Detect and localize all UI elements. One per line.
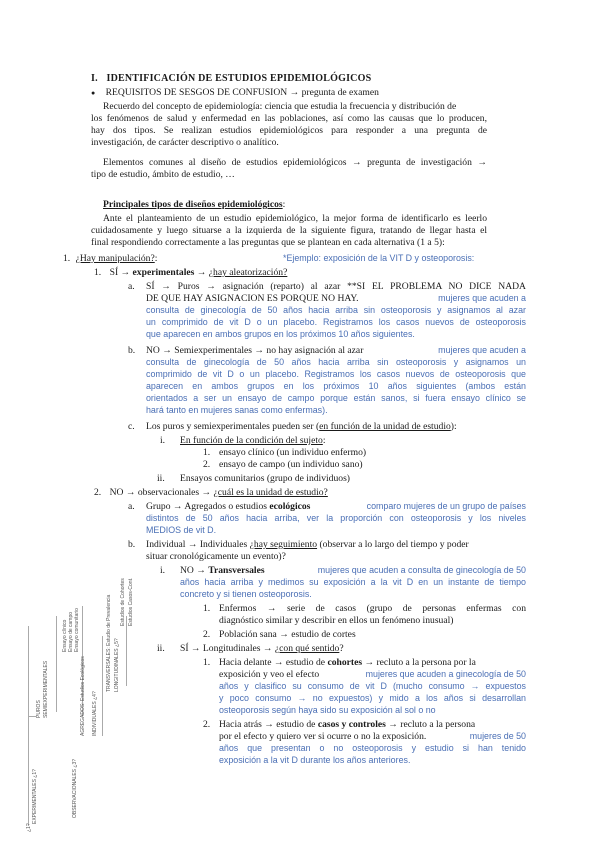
longitudinales-line xyxy=(180,643,344,654)
grupo-bold: ecológicos xyxy=(269,501,311,512)
delante-blue-line: y poco consumo → no expuestos) y mido a los años si desarrollan xyxy=(219,693,526,703)
puros-semi-end: ): xyxy=(450,421,457,432)
tree-label: Ensayo comunitario xyxy=(74,608,80,652)
si1-pre: SÍ → xyxy=(109,267,131,278)
tree-label: SEMIEXPERIMENTALES xyxy=(43,660,49,718)
tree-line xyxy=(126,616,127,686)
puros-semi-line xyxy=(146,421,457,432)
elements-line: tipo de estudio, ámbito de estudio, … xyxy=(91,169,235,180)
campo-text: ensayo de campo (un individuo sano) xyxy=(219,459,363,470)
transversales-bold: Transversales xyxy=(208,565,265,576)
heading-title: IDENTIFICACIÓN DE ESTUDIOS EPIDEMIOLÓGICOS xyxy=(106,73,372,84)
tree-label: Ensayo clínico xyxy=(62,619,68,652)
list-label: 2. xyxy=(203,459,211,470)
list-label: a. xyxy=(128,281,135,292)
semi-text: NO → Semiexperimentales → no hay asignación al azar xyxy=(146,345,364,356)
list-label: ii. xyxy=(157,473,165,484)
list-label: i. xyxy=(160,435,166,446)
transversales-blue: mujeres que acuden a consulta de ginecología de 50 xyxy=(317,565,526,575)
semi-blue-line: comprimido de vit D o un placebo. Registramos los casos nuevos de osteoporosis que xyxy=(146,369,526,379)
classification-tree xyxy=(22,577,134,832)
tree-label: Estudios de Cohortes xyxy=(120,578,126,626)
delante-line xyxy=(219,669,526,680)
list-label: 2. xyxy=(203,719,211,730)
atras-line xyxy=(219,719,526,730)
si1-number: 1. xyxy=(94,267,102,278)
clinico-text: ensayo clínico (un individuo enfermo) xyxy=(219,447,367,458)
tree-label: LONGITUDINALES ¿5? xyxy=(114,638,120,692)
si1-bold: experimentales xyxy=(132,267,195,278)
atras-blue-line: años que presentan o no osteoporosis y estudio si han tenido xyxy=(219,743,526,753)
delante-text: exposición y veo el efecto xyxy=(219,669,320,680)
no2-text: NO → observacionales → xyxy=(109,487,212,498)
tree-label: ¿1? xyxy=(26,823,32,832)
heading-number: I. xyxy=(91,73,98,84)
experimentales-line xyxy=(94,267,287,278)
tree-line xyxy=(56,616,57,712)
enfermos-line: diagnóstico similar y describir en ellos un fenómeno inusual) xyxy=(219,615,454,626)
atras-bold: casos y controles xyxy=(317,719,386,730)
puros-semi-underlined: en función de la unidad de estudio xyxy=(319,421,451,432)
semi-blue: mujeres que acuden a xyxy=(438,345,526,355)
list-label: 1. xyxy=(203,657,211,668)
principales-title xyxy=(103,199,285,210)
tree-label: OBSERVACIONALES ¿3? xyxy=(72,758,78,818)
principales-line: final respondiendo correctamente a las preguntas que se plantean en cada alternativa (1 a 5): xyxy=(91,237,445,248)
delante-post: → recluto a la persona por la xyxy=(364,657,476,668)
q1-colon: : xyxy=(154,253,158,264)
list-label: b. xyxy=(128,345,136,356)
semi-blue-line: hará tanto en mujeres sanas como enfermas). xyxy=(146,405,328,415)
funcion-line xyxy=(180,435,325,446)
puros-blue-line: que aparecen en ambos grupos en los próximos 10 años siguientes. xyxy=(146,329,415,339)
individual-question: ¿hay seguimiento xyxy=(249,539,318,550)
grupo-line xyxy=(146,501,526,512)
si1-arrow: → xyxy=(196,267,207,278)
funcion-end: : xyxy=(322,435,326,446)
intro-line: Recuerdo del concepto de epidemiología: ciencia que estudia la frecuencia y distribución de xyxy=(103,101,457,112)
transversales-line xyxy=(180,565,526,576)
list-label: 2. xyxy=(203,629,211,640)
semi-blue-line: orientados a ser un ensayo de campo porque están sanos, si fuera ensayo clínico se xyxy=(146,393,526,403)
bullet-line xyxy=(91,87,379,99)
q1-text: ¿Hay manipulación? xyxy=(75,253,155,264)
tree-label: TRANSVERSALES: Estudio de Prevalencia xyxy=(106,594,112,692)
bullet-dot: ● xyxy=(91,89,96,97)
atras-blue: mujeres de 50 xyxy=(469,731,526,741)
puros-blue-line: consulta de ginecología de 50 años hacia arriba sin osteoporosis y asignamos al azar xyxy=(146,305,526,315)
tree-label: PUROS xyxy=(36,700,42,718)
list-label: c. xyxy=(128,421,135,432)
semi-blue-line: consulta de ginecología de 50 años hacia arriba sin osteoporosis y asignamos un xyxy=(146,357,526,367)
delante-line xyxy=(219,657,526,668)
no2-question: ¿cuál es la unidad de estudio? xyxy=(213,487,328,498)
delante-blue-line: años y clasifico su consumo de vit D (mucho consumo → expuestos xyxy=(219,681,526,691)
individual-line2: situar cronológicamente un evento)? xyxy=(146,551,286,562)
list-label: ii. xyxy=(157,643,165,654)
puros-blue-line: un comprimido de vit D o un placebo. Registramos los casos nuevos de osteoporosis xyxy=(146,317,526,327)
q1-number: 1. xyxy=(63,253,71,264)
funcion-text: En función de la condición del sujeto xyxy=(180,435,323,446)
section-heading xyxy=(91,73,371,84)
tree-label: AGREGADOS: Estudios Ecológicos xyxy=(80,656,86,736)
delante-blue: mujeres que acuden a ginecología de 50 xyxy=(365,669,526,679)
longitudinales-question: ¿con qué sentido xyxy=(274,643,340,654)
principales-colon: : xyxy=(282,199,286,210)
transversales-blue-line: años hacia arriba y medimos su exposición a la vit D en un instante de tiempo xyxy=(180,577,526,587)
example-note: *Ejemplo: exposición de la VIT D y osteoporosis: xyxy=(283,253,475,263)
si1-question: ¿hay aleatorización? xyxy=(208,267,288,278)
question-manipulacion xyxy=(63,253,157,264)
tree-line xyxy=(28,626,29,826)
tree-label: EXPERIMENTALES ¿1? xyxy=(32,769,38,824)
transversales-blue-line: concreto y si tienen osteoporosis. xyxy=(180,589,312,599)
list-label: a. xyxy=(128,501,135,512)
semi-blue-line: aparecen en ambos grupos en los próximos 10 años siguientes (ambos están xyxy=(146,381,526,391)
puros-semi-open: ( xyxy=(313,421,320,432)
sana-text: Población sana → estudio de cortes xyxy=(219,629,356,640)
tree-label: Ensayo de campo xyxy=(68,611,74,652)
principales-title-text: Principales tipos de diseños epidemiológicos xyxy=(103,199,283,210)
principales-line: cuidadosamente y luego situarse a la izquierda de la siguiente figura, tratando de llegar hasta el xyxy=(91,225,487,236)
tree-label: INDIVIDUALES ¿4? xyxy=(92,691,98,736)
list-label: b. xyxy=(128,539,136,550)
intro-line: los fenómenos de salud y enfermedad en las poblaciones, así como las causas que lo producen, xyxy=(91,113,487,124)
no2-number: 2. xyxy=(94,487,102,498)
individual-text: Individual → Individuales xyxy=(146,539,248,550)
puros-blue: mujeres que acuden a xyxy=(438,293,526,303)
tree-label: Estudios Casos-Cont. xyxy=(128,577,134,626)
individual-line xyxy=(146,539,526,550)
atras-line xyxy=(219,731,526,742)
observacionales-line xyxy=(94,487,328,498)
tree-line xyxy=(28,716,36,717)
atras-text: por el efecto y quiero ver si ocurre o no la exposición. xyxy=(219,731,427,742)
puros-line: SÍ → Puros → asignación (reparto) al azar **SI EL PROBLEMA NO DICE NADA xyxy=(146,281,526,292)
semi-line xyxy=(146,345,526,356)
atras-post: → recluto a la persona xyxy=(388,719,476,730)
grupo-blue-line: MEDIOS de vit D. xyxy=(146,525,217,535)
principales-line: Ante el planteamiento de un estudio epidemiológico, la mejor forma de identificarlo es leerlo xyxy=(103,213,487,224)
intro-line: investigación, de carácter descriptivo o analítico. xyxy=(91,137,279,148)
puros-line xyxy=(146,293,526,304)
list-label: i. xyxy=(160,565,166,576)
grupo-blue-line: distintos de 50 años hacia arriba, ver la proporción con osteoporosis y los niveles xyxy=(146,513,526,523)
longitudinales-pre: SÍ → Longitudinales → xyxy=(180,643,273,654)
puros-text: DE QUE HAY ASIGNACION ES PORQUE NO HAY. xyxy=(146,293,359,304)
grupo-text: Grupo → Agregados o estudios xyxy=(146,501,267,512)
enfermos-line: Enfermos → serie de casos (grupo de personas enfermas con xyxy=(219,603,526,614)
list-label: 1. xyxy=(203,603,211,614)
delante-pre: Hacia delante → estudio de xyxy=(219,657,326,668)
delante-blue-line: osteoporosis según haya sido su exposición al sol o no xyxy=(219,705,436,715)
puros-semi-text: Los puros y semiexperimentales pueden ser xyxy=(146,421,314,432)
bullet-text: REQUISITOS DE SESGOS DE CONFUSION → pregunta de examen xyxy=(105,87,379,98)
transversales-pre: NO → xyxy=(180,565,206,576)
grupo-blue: comparo mujeres de un grupo de países xyxy=(366,501,526,511)
comunitarios-text: Ensayos comunitarios (grupo de individuos) xyxy=(180,473,350,484)
longitudinales-end: ? xyxy=(339,643,344,654)
atras-blue-line: exposición a la vit D durante los años anteriores. xyxy=(219,755,411,765)
tree-line xyxy=(102,636,103,736)
elements-line: Elementos comunes al diseño de estudios epidemiológicos → pregunta de investigación → xyxy=(103,157,487,168)
individual-rest: (observar a lo largo del tiempo y poder xyxy=(319,539,469,550)
atras-pre: Hacia atrás → estudio de xyxy=(219,719,316,730)
delante-bold: cohortes xyxy=(327,657,363,668)
list-label: 1. xyxy=(203,447,211,458)
intro-line: hay dos tipos. Se realizan estudios epidemiológicos para responder a una pregunta de xyxy=(91,125,487,136)
